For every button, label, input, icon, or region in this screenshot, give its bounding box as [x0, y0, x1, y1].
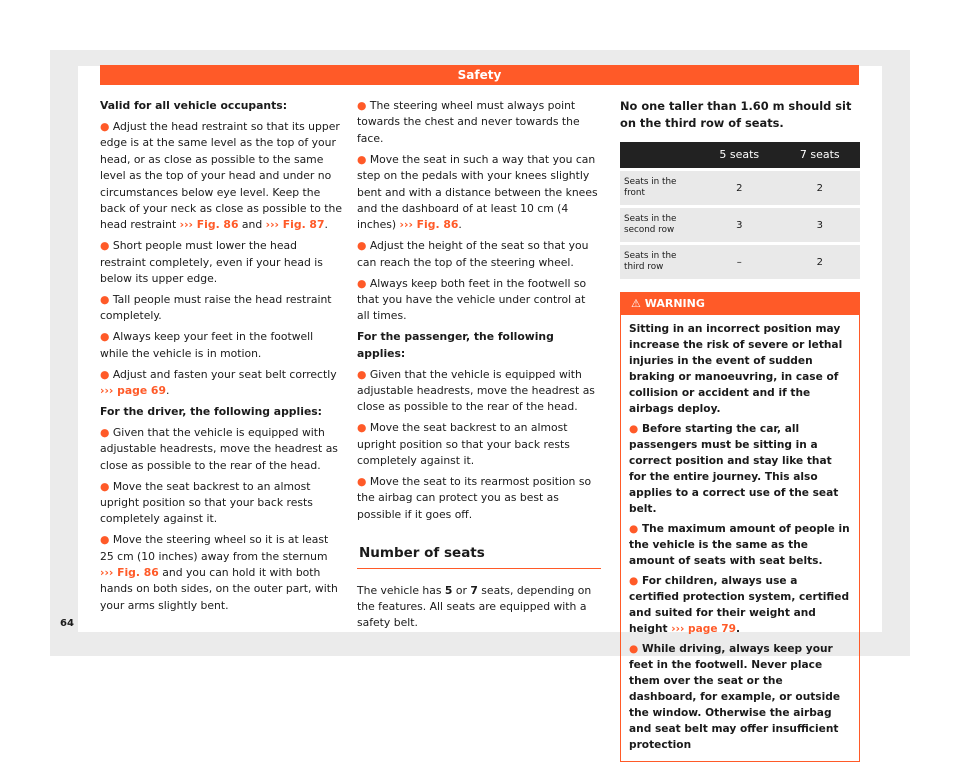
bullet-icon: ●: [629, 575, 642, 587]
column-header: 5 seats: [699, 142, 780, 168]
list-item: ● Move the seat backrest to an almost upright position so that your back rests completely against it.: [357, 421, 570, 468]
bullet-icon: ●: [100, 479, 113, 493]
number-of-seats-title: Number of seats: [357, 545, 601, 568]
warning-intro: Sitting in an incorrect position may increase the risk of severe or lethal injuries in the event of sudden braking or manoeuvring, in case of collision or accident and if the airbags deploy.: [629, 323, 843, 415]
height-limit-heading: No one taller than 1.60 m should sit on the third row of seats.: [620, 99, 852, 130]
list-item: ● Adjust and fasten your seat belt correctly ››› page 69.: [100, 367, 337, 397]
bullet-icon: ●: [100, 425, 113, 439]
fig-ref-link[interactable]: ››› Fig. 86: [399, 218, 459, 232]
fig-ref-link[interactable]: ››› Fig. 86: [179, 218, 239, 232]
table-cell: 2: [780, 171, 861, 205]
bullet-icon: ●: [357, 421, 370, 435]
bullet-icon: ●: [100, 367, 113, 381]
list-item: ● Move the steering wheel so it is at least 25 cm (10 inches) away from the sternum ››› Fig. 86 and you can hold it with both hands on both sides, on the outer part, with your arms slightly bent.: [100, 533, 338, 612]
passenger-heading: For the passenger, the following applies:: [357, 330, 554, 360]
table-header-row: [620, 142, 860, 168]
column-2: [357, 98, 601, 636]
list-item: ● Tall people must raise the head restraint completely.: [100, 292, 332, 323]
table-cell: 3: [780, 208, 861, 242]
warning-title: WARNING: [644, 297, 705, 310]
table-cell: –: [699, 245, 780, 279]
list-item: ● Given that the vehicle is equipped with adjustable headrests, move the headrest as close as possible to the rear of the head.: [357, 367, 595, 414]
bullet-icon: ●: [629, 523, 642, 535]
warning-item: ● Before starting the car, all passengers must be sitting in a correct position and stay like that for the entire journey. This also applies to a correct use of the seat belt.: [629, 423, 839, 515]
warning-item: ● For children, always use a certified protection system, certified and suited for their weight and height ››› page 79.: [629, 575, 850, 635]
warning-triangle-icon: ⚠: [631, 297, 641, 310]
page-ref-link[interactable]: ››› page 69: [100, 384, 166, 397]
table-row: [620, 208, 860, 242]
row-label: Seats in the second row: [620, 208, 699, 242]
bullet-icon: ●: [100, 119, 113, 133]
bullet-icon: ●: [357, 367, 370, 381]
fig-ref-link[interactable]: ››› Fig. 86: [100, 566, 159, 580]
column-3: [620, 98, 860, 762]
bullet-icon: ●: [357, 239, 370, 253]
warning-item: ● The maximum amount of people in the vehicle is the same as the amount of seats with seat belts.: [629, 523, 850, 567]
bullet-icon: ●: [100, 239, 113, 253]
table-cell: 2: [699, 171, 780, 205]
bullet-icon: ●: [629, 643, 642, 655]
fig-ref-link[interactable]: ››› Fig. 87: [265, 218, 325, 232]
column-header: 7 seats: [780, 142, 861, 168]
bullet-icon: ●: [357, 475, 370, 489]
bullet-icon: ●: [357, 152, 370, 166]
bullet-icon: ●: [100, 330, 113, 344]
list-item: ● Short people must lower the head restraint completely, even if your head is below its upper edge.: [100, 239, 323, 286]
bullet-icon: ●: [357, 276, 370, 290]
list-item: ● Move the seat to its rearmost position so the airbag can protect you as best as possible if it goes off.: [357, 475, 592, 521]
list-item: ● Adjust the height of the seat so that you can reach the top of the steering wheel.: [357, 239, 589, 269]
section-header: Safety: [100, 65, 859, 85]
bullet-icon: ●: [357, 99, 370, 112]
bullet-icon: ●: [100, 292, 113, 306]
page-number: 64: [60, 618, 74, 629]
list-item: ● Adjust the head restraint so that its upper edge is at the same level as the top of your head, or as close as possible to the same level as the top of your head and under no circumstances below eye level. Keep the back of your neck as close as possible to the head restraint ››› Fig. 86 and ››› Fig. 87.: [100, 119, 342, 232]
table-row: [620, 171, 860, 205]
bullet-icon: ●: [100, 533, 113, 547]
seats-table: [620, 139, 860, 282]
bullet-icon: ●: [629, 423, 642, 435]
warning-item: ● While driving, always keep your feet in the footwell. Never place them over the seat or the dashboard, for example, or outside the window. Otherwise the airbag and seat belt may offer insufficient protection: [629, 643, 841, 751]
list-item: ● Move the seat backrest to an almost upright position so that your back rests completely against it.: [100, 479, 313, 526]
list-item: ● Always keep both feet in the footwell so that you have the vehicle under control at all times.: [357, 276, 587, 323]
table-corner-cell: [620, 142, 699, 168]
page-ref-link[interactable]: ››› page 79: [671, 623, 736, 635]
table-row: [620, 245, 860, 279]
all-occupants-heading: Valid for all vehicle occupants:: [100, 99, 288, 112]
list-item: ● Always keep your feet in the footwell while the vehicle is in motion.: [100, 330, 314, 360]
seats-paragraph: The vehicle has 5 or 7 seats, depending on the features. All seats are equipped with a safety belt.: [357, 583, 592, 630]
row-label: Seats in the front: [620, 171, 699, 205]
list-item: ● The steering wheel must always point towards the chest and never towards the face.: [357, 99, 580, 145]
row-label: Seats in the third row: [620, 245, 699, 279]
column-1: [100, 98, 344, 619]
driver-heading: For the driver, the following applies:: [100, 404, 323, 418]
warning-header: [621, 293, 859, 315]
table-cell: 3: [699, 208, 780, 242]
table-cell: 2: [780, 245, 861, 279]
warning-body: [621, 315, 859, 761]
list-item: ● Given that the vehicle is equipped with adjustable headrests, move the headrest as close as possible to the rear of the head.: [100, 425, 338, 472]
warning-box: [620, 292, 860, 762]
list-item: ● Move the seat in such a way that you can step on the pedals with your knees slightly bent and with a distance between the knees and the dashboard of at least 10 cm (4 inches) ››› Fig. 86.: [357, 152, 598, 232]
